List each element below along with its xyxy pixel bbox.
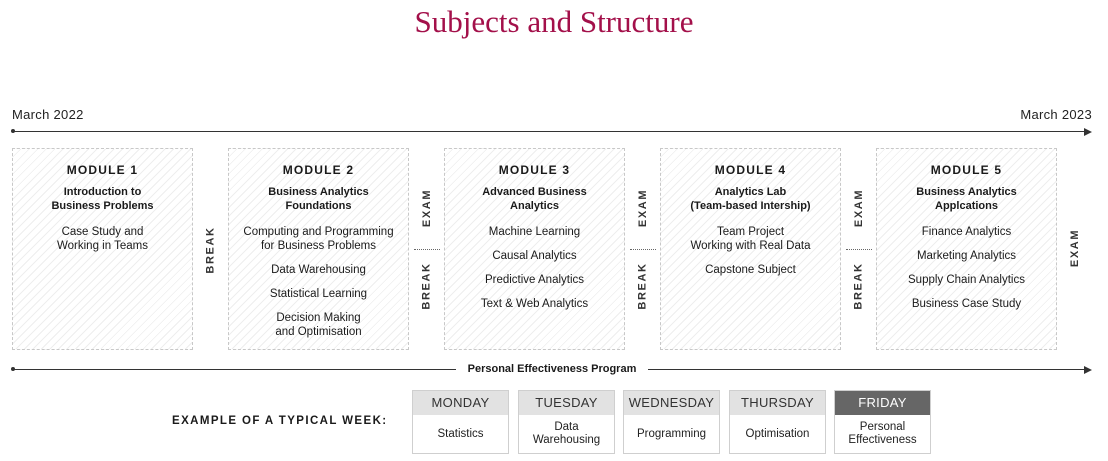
module-subject: Data Warehousing bbox=[271, 264, 366, 276]
module-subtitle: Advanced Business Analytics bbox=[482, 186, 587, 212]
day-subject: Optimisation bbox=[745, 427, 810, 440]
module-subtitle: Business Analytics Foundations bbox=[268, 186, 369, 212]
day-name: TUESDAY bbox=[519, 391, 614, 415]
module-subject: Statistical Learning bbox=[269, 288, 368, 300]
module-title: MODULE 3 bbox=[498, 163, 571, 177]
module-subject: Capstone Subject bbox=[705, 264, 796, 276]
module-5-card bbox=[876, 148, 1057, 350]
module-subject: Marketing Analytics bbox=[916, 250, 1017, 262]
break-label: BREAK bbox=[421, 262, 433, 310]
break-label: BREAK bbox=[205, 226, 217, 274]
day-card-friday bbox=[834, 390, 931, 454]
day-name: MONDAY bbox=[413, 391, 508, 415]
break-label: BREAK bbox=[637, 262, 649, 310]
module-subject: Supply Chain Analytics bbox=[908, 274, 1025, 286]
module-1-card bbox=[12, 148, 193, 350]
day-card-monday bbox=[412, 390, 509, 454]
module-title: MODULE 4 bbox=[714, 163, 787, 177]
module-subject: Decision Making and Optimisation bbox=[275, 312, 362, 338]
module-subject: Team Project Working with Real Data bbox=[690, 226, 811, 252]
module-subject: Text & Web Analytics bbox=[480, 298, 589, 310]
module-title: MODULE 5 bbox=[930, 163, 1003, 177]
module-subject: Computing and Programming for Business Problems bbox=[243, 226, 394, 252]
day-name: FRIDAY bbox=[835, 391, 930, 415]
module-subject: Causal Analytics bbox=[492, 250, 577, 262]
exam-label: EXAM bbox=[421, 188, 433, 228]
break-label: BREAK bbox=[853, 262, 865, 310]
day-name: THURSDAY bbox=[730, 391, 825, 415]
module-title: MODULE 2 bbox=[282, 163, 355, 177]
module-subtitle: Analytics Lab (Team-based Intership) bbox=[690, 186, 811, 212]
day-card-wednesday bbox=[623, 390, 720, 454]
day-card-tuesday bbox=[518, 390, 615, 454]
day-name: WEDNESDAY bbox=[624, 391, 719, 415]
gap-divider bbox=[414, 249, 440, 250]
exam-label: EXAM bbox=[637, 188, 649, 228]
day-subject: Programming bbox=[636, 427, 707, 440]
module-subject: Finance Analytics bbox=[921, 226, 1012, 238]
module-4-card bbox=[660, 148, 841, 350]
module-2-card bbox=[228, 148, 409, 350]
exam-label: EXAM bbox=[853, 188, 865, 228]
module-subject: Machine Learning bbox=[488, 226, 581, 238]
gap-divider bbox=[630, 249, 656, 250]
day-subject: Data Warehousing bbox=[532, 421, 601, 446]
day-card-thursday bbox=[729, 390, 826, 454]
day-subject: Statistics bbox=[437, 427, 484, 440]
exam-label: EXAM bbox=[1069, 228, 1081, 268]
module-subject: Business Case Study bbox=[911, 298, 1022, 310]
program-label: Personal Effectiveness Program bbox=[456, 363, 648, 375]
module-subtitle: Introduction to Business Problems bbox=[51, 186, 154, 212]
day-subject: Personal Effectiveness bbox=[848, 421, 917, 446]
module-subject: Case Study and Working in Teams bbox=[57, 226, 148, 252]
module-title: MODULE 1 bbox=[66, 163, 139, 177]
module-3-card bbox=[444, 148, 625, 350]
timeline-end-date: March 2023 bbox=[1020, 107, 1092, 122]
module-subject: Predictive Analytics bbox=[484, 274, 585, 286]
module-subtitle: Business Analytics Applcations bbox=[916, 186, 1017, 212]
gap-divider bbox=[846, 249, 872, 250]
typical-week-label: EXAMPLE OF A TYPICAL WEEK: bbox=[172, 415, 388, 427]
timeline-start-date: March 2022 bbox=[12, 107, 84, 122]
page-title: Subjects and Structure bbox=[414, 4, 694, 39]
